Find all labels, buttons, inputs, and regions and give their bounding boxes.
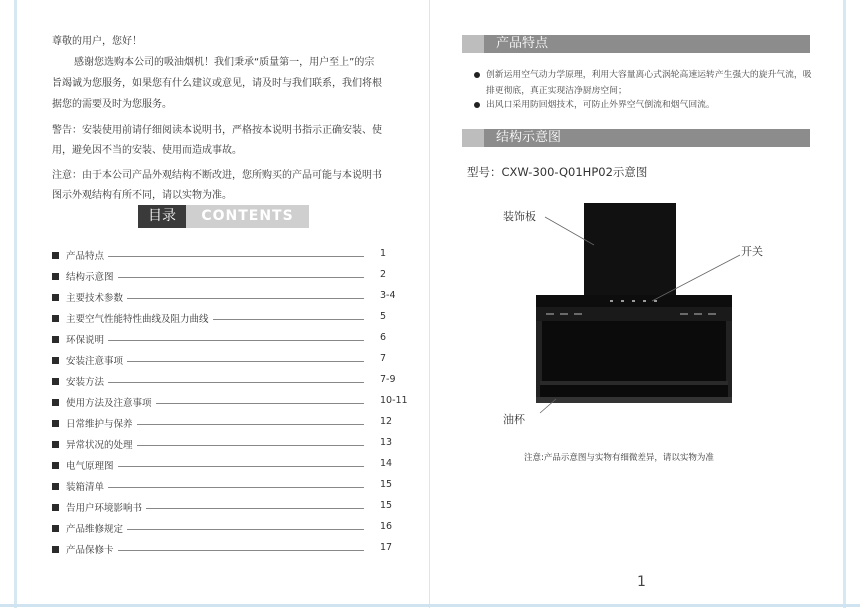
structure-title: 结构示意图 — [496, 130, 562, 145]
bullet-square-icon — [52, 483, 59, 490]
toc-row[interactable] — [52, 456, 392, 476]
toc-label: 日常维护与保养 — [66, 416, 137, 430]
toc-page: 16 — [380, 521, 393, 532]
page-number: 1 — [637, 574, 646, 590]
toc-leader — [66, 256, 364, 257]
bullet-square-icon — [52, 441, 59, 448]
bullet-square-icon — [52, 462, 59, 469]
hood-cavity — [540, 321, 728, 381]
toc-row[interactable] — [52, 519, 392, 539]
toc-label: 装箱清单 — [66, 479, 108, 493]
right-page-edge — [843, 0, 846, 608]
toc-page: 13 — [380, 437, 393, 448]
toc-title-cn: 目录 — [138, 205, 186, 228]
structure-section-bar — [462, 129, 810, 147]
toc-row[interactable] — [52, 309, 392, 329]
toc-title-en: CONTENTS — [186, 205, 309, 228]
notice-line-1: 注意：由于本公司产品外观结构不断改进，您所购买的产品可能与本说明书 — [52, 170, 382, 181]
model-caption: 型号：CXW-300-Q01HP02示意图 — [467, 165, 648, 179]
toc-label: 主要技术参数 — [66, 290, 127, 304]
toc-row[interactable] — [52, 267, 392, 287]
toc-row[interactable] — [52, 498, 392, 518]
greeting: 尊敬的用户，您好！ — [52, 36, 142, 47]
toc-label: 安装方法 — [66, 374, 108, 388]
bullet-square-icon — [52, 378, 59, 385]
bullet-dot-icon — [474, 72, 480, 78]
feature-bullet — [474, 97, 814, 113]
hood-lower — [540, 385, 728, 397]
toc-row[interactable] — [52, 372, 396, 392]
toc-page: 6 — [380, 332, 387, 343]
bullet-square-icon — [52, 525, 59, 532]
range-hood-diagram — [490, 195, 790, 425]
warning-line-2: 用，避免因不当的安装、使用而造成事故。 — [52, 145, 242, 156]
toc-page: 15 — [380, 479, 393, 490]
toc-row[interactable] — [52, 435, 392, 455]
bullet-dot-icon — [474, 102, 480, 108]
toc-row[interactable] — [52, 246, 392, 266]
bullet-square-icon — [52, 273, 59, 280]
toc-page: 3-4 — [380, 290, 396, 301]
toc-label: 产品保修卡 — [66, 542, 118, 556]
bullet-square-icon — [52, 357, 59, 364]
toc-label: 环保说明 — [66, 332, 108, 346]
bullet-square-icon — [52, 252, 59, 259]
thanks-line-2: 旨竭诚为您服务，如果您有什么建议或意见，请及时与我们联系，我们将根 — [52, 78, 382, 89]
toc-label: 安装注意事项 — [66, 353, 127, 367]
toc-row[interactable] — [52, 393, 408, 413]
bottom-edge — [0, 604, 860, 607]
toc-label: 使用方法及注意事项 — [66, 395, 156, 409]
toc-label: 产品特点 — [66, 248, 108, 262]
toc-label: 主要空气性能特性曲线及阻力曲线 — [66, 311, 213, 325]
toc-label: 异常状况的处理 — [66, 437, 137, 451]
page-spine — [429, 0, 430, 608]
thanks-line-3: 据您的需要及时为您服务。 — [52, 99, 172, 110]
bullet-square-icon — [52, 294, 59, 301]
toc-page: 10-11 — [380, 395, 408, 406]
toc-row[interactable] — [52, 477, 392, 497]
toc-page: 15 — [380, 500, 393, 511]
toc-page: 2 — [380, 269, 387, 280]
toc-row[interactable] — [52, 288, 396, 308]
toc-row[interactable] — [52, 330, 392, 350]
left-page-edge — [14, 0, 17, 608]
warning-line-1: 警告：安装使用前请仔细阅读本说明书，严格按本说明书指示正确安装、使 — [52, 125, 382, 136]
hood-shelf — [540, 381, 728, 385]
panel-label: 装饰板 — [503, 210, 536, 223]
toc-page: 7-9 — [380, 374, 396, 385]
diagram-note: 注意:产品示意图与实物有细微差异，请以实物为准 — [524, 453, 714, 463]
features-section-bar — [462, 35, 810, 53]
toc-label: 结构示意图 — [66, 269, 118, 283]
oil-cup-label: 油杯 — [503, 413, 525, 426]
bullet-square-icon — [52, 315, 59, 322]
feature-bullet — [474, 67, 814, 101]
bullet-square-icon — [52, 420, 59, 427]
toc-page: 5 — [380, 311, 387, 322]
feature-text: 出风口采用防回烟技术，可防止外界空气倒流和烟气回流。 — [486, 100, 715, 110]
toc-row[interactable] — [52, 351, 392, 371]
toc-label: 产品维修规定 — [66, 521, 127, 535]
bullet-square-icon — [52, 399, 59, 406]
thanks-line-1: 感谢您选购本公司的吸油烟机！我们秉承“质量第一，用户至上”的宗 — [74, 57, 375, 68]
toc-label: 告用户环境影响书 — [66, 500, 146, 514]
notice-line-2: 图示外观结构有所不同，请以实物为准。 — [52, 190, 232, 201]
toc-page: 14 — [380, 458, 393, 469]
toc-leader — [66, 487, 364, 488]
toc-row[interactable] — [52, 414, 392, 434]
toc-leader — [66, 340, 364, 341]
decorative-panel — [584, 203, 676, 303]
bullet-square-icon — [52, 336, 59, 343]
switch-label: 开关 — [741, 245, 763, 258]
section-tab — [462, 35, 484, 53]
toc-row[interactable] — [52, 540, 392, 560]
bullet-square-icon — [52, 504, 59, 511]
toc-page: 17 — [380, 542, 393, 553]
toc-page: 12 — [380, 416, 393, 427]
oil-cup — [536, 397, 732, 403]
toc-label: 电气原理图 — [66, 458, 118, 472]
section-tab — [462, 129, 484, 147]
toc-page: 7 — [380, 353, 387, 364]
features-title: 产品特点 — [496, 36, 549, 51]
feature-text: 创新运用空气动力学原理，利用大容量离心式涡轮高速运转产生强大的旋升气流，吸排更彻底，真正实现洁净厨房空间； — [486, 70, 812, 96]
toc-page: 1 — [380, 248, 387, 259]
bullet-square-icon — [52, 546, 59, 553]
toc-leader — [66, 382, 364, 383]
